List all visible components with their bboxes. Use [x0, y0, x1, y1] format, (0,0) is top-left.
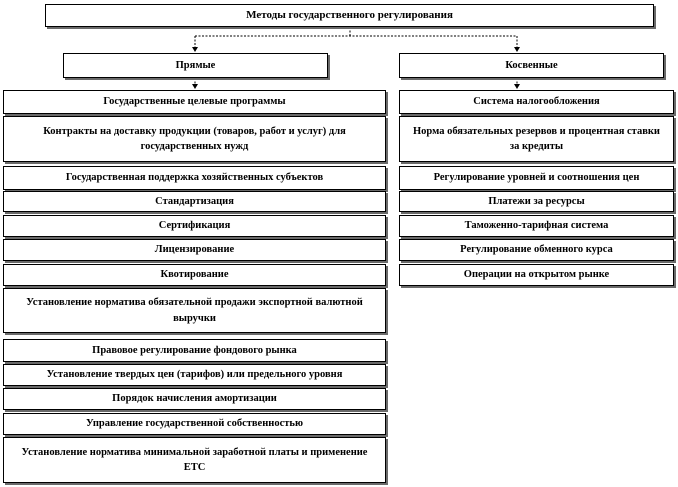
indirect-item-reserve-and-interest: Норма обязательных резервов и процентная ставки за кредиты — [399, 116, 674, 162]
indirect-methods-title: Косвенные — [505, 59, 558, 71]
direct-methods-header — [63, 53, 328, 78]
indirect-item-resource-payments: Платежи за ресурсы — [399, 191, 674, 212]
indirect-item-price-regulation: Регулирование уровней и соотношения цен — [399, 166, 674, 190]
direct-item-business-support: Государственная поддержка хозяйственных субъектов — [3, 166, 386, 190]
direct-item-licensing: Лицензирование — [3, 239, 386, 261]
direct-methods-title: Прямые — [175, 59, 216, 71]
arrow-left-bottom — [192, 84, 198, 89]
direct-item-state-property: Управление государственной собственностью — [3, 413, 386, 435]
arrow-left-top — [192, 47, 198, 52]
direct-item-certification: Сертификация — [3, 215, 386, 237]
indirect-methods-header — [399, 53, 664, 78]
direct-item-depreciation: Порядок начисления амортизации — [3, 388, 386, 410]
indirect-item-exchange-rate: Регулирование обменного курса — [399, 239, 674, 261]
root-box — [45, 4, 654, 27]
root-title: Методы государственного регулирования — [246, 8, 453, 21]
direct-item-stock-market-regulation: Правовое регулирование фондового рынка — [3, 339, 386, 362]
direct-item-quotas: Квотирование — [3, 264, 386, 286]
arrow-right-bottom — [514, 84, 520, 89]
arrow-right-top — [514, 47, 520, 52]
direct-item-minimum-wage: Установление норматива минимальной заработной платы и применение ЕТС — [3, 437, 386, 483]
direct-item-state-contracts: Контракты на доставку продукции (товаров, работ и услуг) для государственных нужд — [3, 116, 386, 162]
indirect-item-open-market: Операции на открытом рынке — [399, 264, 674, 286]
direct-item-fixed-prices: Установление твердых цен (тарифов) или предельного уровня — [3, 364, 386, 386]
direct-item-target-programs: Государственные целевые программы — [3, 90, 386, 114]
direct-item-export-revenue-norm: Установление норматива обязательной продажи экспортной валютной выручки — [3, 288, 386, 333]
indirect-item-taxation: Система налогообложения — [399, 90, 674, 114]
direct-item-standardization: Стандартизация — [3, 191, 386, 212]
indirect-item-customs-tariff: Таможенно-тарифная система — [399, 215, 674, 237]
